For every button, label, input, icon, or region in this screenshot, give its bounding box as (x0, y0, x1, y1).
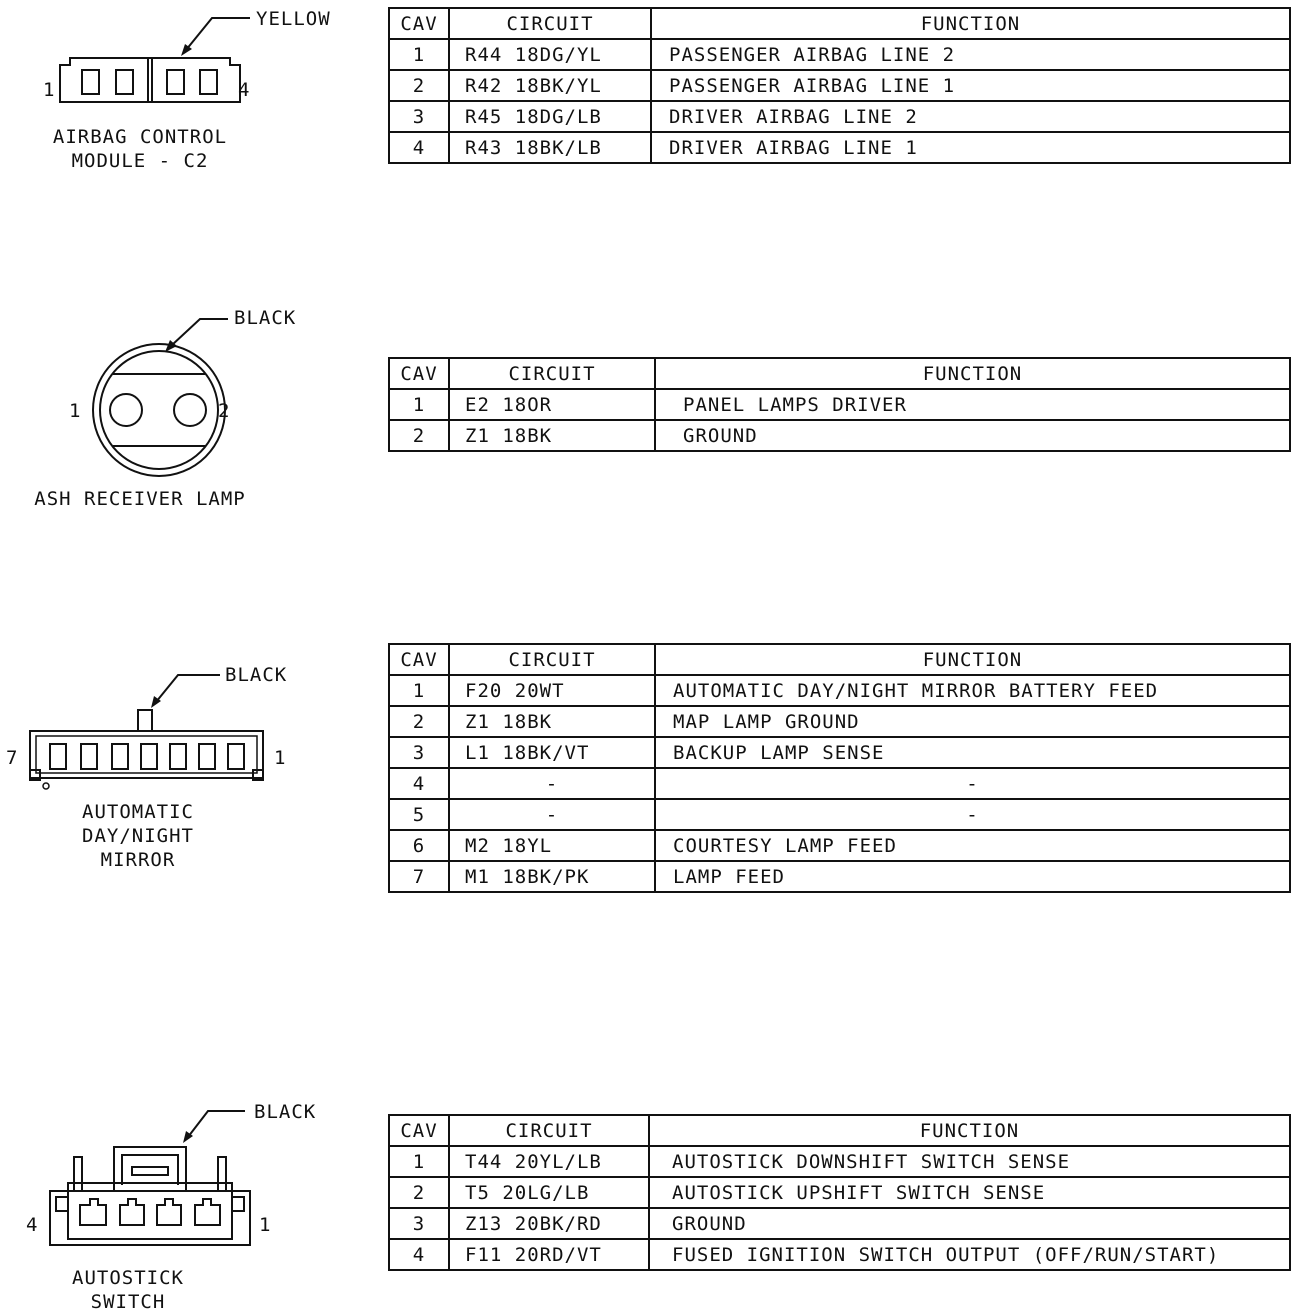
connector-name-line: MODULE - C2 (71, 150, 209, 172)
pinout-table-mirror (388, 643, 1291, 893)
connector-name-line: MIRROR (100, 849, 176, 871)
circuit-cell: R42 18BK/YL (449, 70, 651, 101)
cav-cell: 2 (389, 420, 449, 451)
pin-left-label: 1 (43, 79, 56, 101)
pin-left-label: 7 (6, 747, 19, 769)
pin-right-label: 1 (259, 1214, 272, 1236)
cav-cell: 3 (389, 101, 449, 132)
table-row (389, 1239, 1290, 1270)
pin-left-label: 1 (69, 400, 82, 422)
header-circuit: CIRCUIT (449, 358, 655, 389)
connector-name-line: AIRBAG CONTROL (52, 126, 228, 148)
table-row (389, 420, 1290, 451)
table-header-row (389, 1115, 1290, 1146)
function-cell: FUSED IGNITION SWITCH OUTPUT (OFF/RUN/START) (649, 1239, 1290, 1270)
table-row (389, 1177, 1290, 1208)
function-cell: PANEL LAMPS DRIVER (655, 389, 1290, 420)
circuit-cell: - (449, 799, 655, 830)
cav-cell: 4 (389, 132, 449, 163)
pin-right-label: 2 (218, 400, 231, 422)
pin-right-label: 4 (238, 79, 251, 101)
cav-cell: 2 (389, 1177, 449, 1208)
function-cell: PASSENGER AIRBAG LINE 1 (651, 70, 1290, 101)
table-row (389, 861, 1290, 892)
table-row (389, 768, 1290, 799)
cav-cell: 2 (389, 70, 449, 101)
connector-name-line: AUTOMATIC (82, 801, 194, 823)
function-cell: AUTOMATIC DAY/NIGHT MIRROR BATTERY FEED (655, 675, 1290, 706)
circuit-cell: F20 20WT (449, 675, 655, 706)
table-header-row (389, 358, 1290, 389)
connector-name (28, 800, 248, 872)
cav-cell: 4 (389, 768, 449, 799)
table-row (389, 830, 1290, 861)
table-row (389, 101, 1290, 132)
table-header-row (389, 8, 1290, 39)
header-function: FUNCTION (651, 8, 1290, 39)
function-cell: COURTESY LAMP FEED (655, 830, 1290, 861)
function-cell: GROUND (655, 420, 1290, 451)
pin-right-label: 1 (274, 747, 287, 769)
pinout-table-ash-receiver (388, 357, 1291, 452)
function-cell: - (655, 768, 1290, 799)
cav-cell: 2 (389, 706, 449, 737)
circuit-cell: R45 18DG/LB (449, 101, 651, 132)
cav-cell: 5 (389, 799, 449, 830)
function-cell: BACKUP LAMP SENSE (655, 737, 1290, 768)
table-row (389, 1146, 1290, 1177)
pinout-table-autostick (388, 1114, 1291, 1271)
header-function: FUNCTION (649, 1115, 1290, 1146)
header-circuit: CIRCUIT (449, 644, 655, 675)
function-cell: DRIVER AIRBAG LINE 1 (651, 132, 1290, 163)
table-row (389, 675, 1290, 706)
connector-name-line: ASH RECEIVER LAMP (34, 488, 246, 510)
circuit-cell: M1 18BK/PK (449, 861, 655, 892)
table-row (389, 737, 1290, 768)
function-cell: PASSENGER AIRBAG LINE 2 (651, 39, 1290, 70)
connector-color-label: YELLOW (256, 8, 331, 30)
connector-name-line: DAY/NIGHT (82, 825, 194, 847)
cav-cell: 7 (389, 861, 449, 892)
table-row (389, 70, 1290, 101)
table-row (389, 39, 1290, 70)
cav-cell: 1 (389, 1146, 449, 1177)
pin-left-label: 4 (26, 1214, 39, 1236)
table-row (389, 799, 1290, 830)
cav-cell: 4 (389, 1239, 449, 1270)
connector-name (30, 125, 250, 173)
connector-name (28, 1266, 228, 1314)
function-cell: GROUND (649, 1208, 1290, 1239)
cav-cell: 3 (389, 1208, 449, 1239)
autostick-connector-icon (40, 1095, 280, 1255)
function-cell: LAMP FEED (655, 861, 1290, 892)
circuit-cell: F11 20RD/VT (449, 1239, 649, 1270)
circuit-cell: R44 18DG/YL (449, 39, 651, 70)
function-cell: DRIVER AIRBAG LINE 2 (651, 101, 1290, 132)
table-row (389, 389, 1290, 420)
circuit-cell: E2 18OR (449, 389, 655, 420)
cav-cell: 1 (389, 675, 449, 706)
function-cell: AUTOSTICK DOWNSHIFT SWITCH SENSE (649, 1146, 1290, 1177)
connector-name (20, 487, 260, 511)
table-row (389, 706, 1290, 737)
table-row (389, 1208, 1290, 1239)
function-cell: - (655, 799, 1290, 830)
circuit-cell: R43 18BK/LB (449, 132, 651, 163)
cav-cell: 6 (389, 830, 449, 861)
connector-color-label: BLACK (225, 664, 288, 686)
header-circuit: CIRCUIT (449, 8, 651, 39)
circuit-cell: M2 18YL (449, 830, 655, 861)
connector-name-line: SWITCH (90, 1291, 166, 1313)
table-row (389, 132, 1290, 163)
cav-cell: 3 (389, 737, 449, 768)
circuit-cell: T5 20LG/LB (449, 1177, 649, 1208)
connector-color-label: BLACK (234, 307, 297, 329)
circuit-cell: - (449, 768, 655, 799)
function-cell: AUTOSTICK UPSHIFT SWITCH SENSE (649, 1177, 1290, 1208)
circuit-cell: Z13 20BK/RD (449, 1208, 649, 1239)
connector-name-line: AUTOSTICK (72, 1267, 184, 1289)
circuit-cell: Z1 18BK (449, 706, 655, 737)
header-function: FUNCTION (655, 644, 1290, 675)
connector-color-label: BLACK (254, 1101, 317, 1123)
table-header-row (389, 644, 1290, 675)
pinout-table-airbag (388, 7, 1291, 164)
header-cav: CAV (389, 358, 449, 389)
header-circuit: CIRCUIT (449, 1115, 649, 1146)
circuit-cell: T44 20YL/LB (449, 1146, 649, 1177)
header-cav: CAV (389, 644, 449, 675)
header-cav: CAV (389, 8, 449, 39)
header-cav: CAV (389, 1115, 449, 1146)
cav-cell: 1 (389, 389, 449, 420)
circuit-cell: Z1 18BK (449, 420, 655, 451)
circuit-cell: L1 18BK/VT (449, 737, 655, 768)
ash-receiver-connector-icon (80, 305, 240, 480)
function-cell: MAP LAMP GROUND (655, 706, 1290, 737)
cav-cell: 1 (389, 39, 449, 70)
header-function: FUNCTION (655, 358, 1290, 389)
